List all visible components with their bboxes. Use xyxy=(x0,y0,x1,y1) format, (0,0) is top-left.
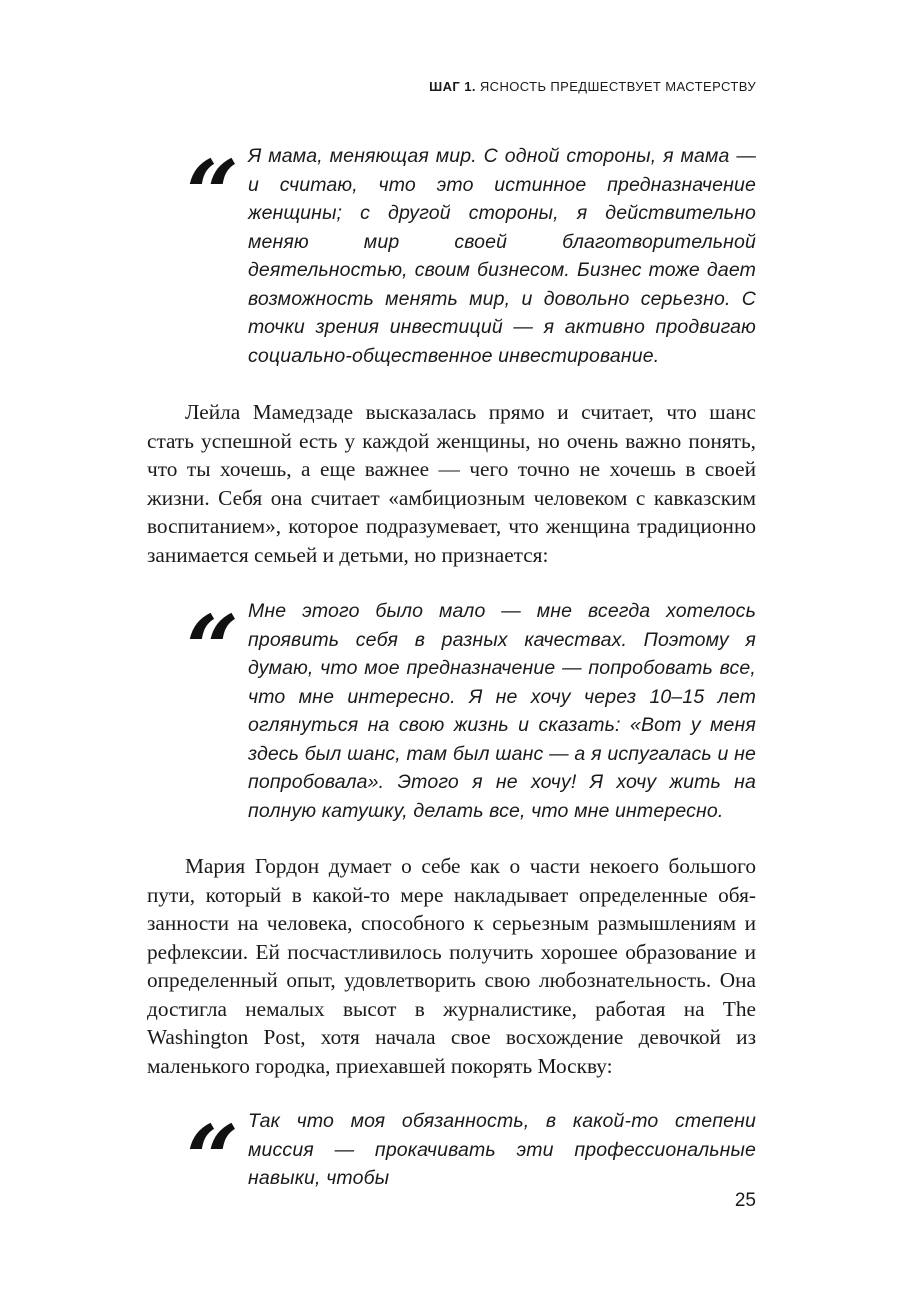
quote-mark-icon: “ xyxy=(186,595,229,703)
quote-text: Так что моя обязанность, в какой-то степени миссия — прокачивать эти профессиональные навыки, чтобы xyxy=(248,1110,756,1189)
body-paragraph: Мария Гордон думает о себе как о части некоего большого пути, который в какой-то мере накладывает определенные обязанности на человека, способного к серьезным размышлениям и рефлексии. Ей посчастливилось получить хорошее образование и определенный опыт, удовлетворить свою любознательность. Она достигла немалых высот в журналистике, работая на The Washington Post, хотя начала свое восхождение девочкой из маленького городка, приехавшей покорять Москву: xyxy=(147,854,756,1078)
header-step-label: ШАГ 1. xyxy=(429,79,476,94)
quote-text: Мне этого было мало — мне всегда хотелось проявить себя в разных качествах. Поэтому я думаю, что мое предназначение — попробовать все, что мне интересно. Я не хочу через 10–15 лет оглянуться на свою жизнь и сказать: «Вот у меня здесь был шанс, там был шанс — а я испугалась и не попробовала». Этого я не хочу! Я хочу жить на полную катушку, делать все, что мне интересно. xyxy=(248,600,756,822)
header-chapter-title: ЯСНОСТЬ ПРЕДШЕСТВУЕТ МАСТЕРСТВУ xyxy=(479,79,756,94)
quote-mark-icon: “ xyxy=(186,1105,229,1213)
page-number: 25 xyxy=(734,1190,756,1211)
running-header xyxy=(429,79,756,94)
quote-text: Я мама, меняющая мир. С одной стороны, я мама — и считаю, что это истинное предназначение женщины; с другой стороны, я действительно меняю мир своей благотворительной деятельностью, своим бизнесом. Бизнес тоже дает возможность менять мир, и довольно серьезно. С точки зрения инвестиций — я активно продвигаю социально-общественное инвестирование. xyxy=(248,145,756,367)
body-paragraph: Лейла Мамедзаде высказалась прямо и считает, что шанс стать успешной есть у каждой женщины, но очень важно понять, что ты хочешь, а еще важнее — чего точно не хочешь в своей жизни. Себя она считает «амбициозным человеком с кавказским воспитанием», которое подразумевает, что женщина традиционно занимается семьей и детьми, но признается: xyxy=(147,400,756,567)
quote-mark-icon: “ xyxy=(186,140,229,248)
